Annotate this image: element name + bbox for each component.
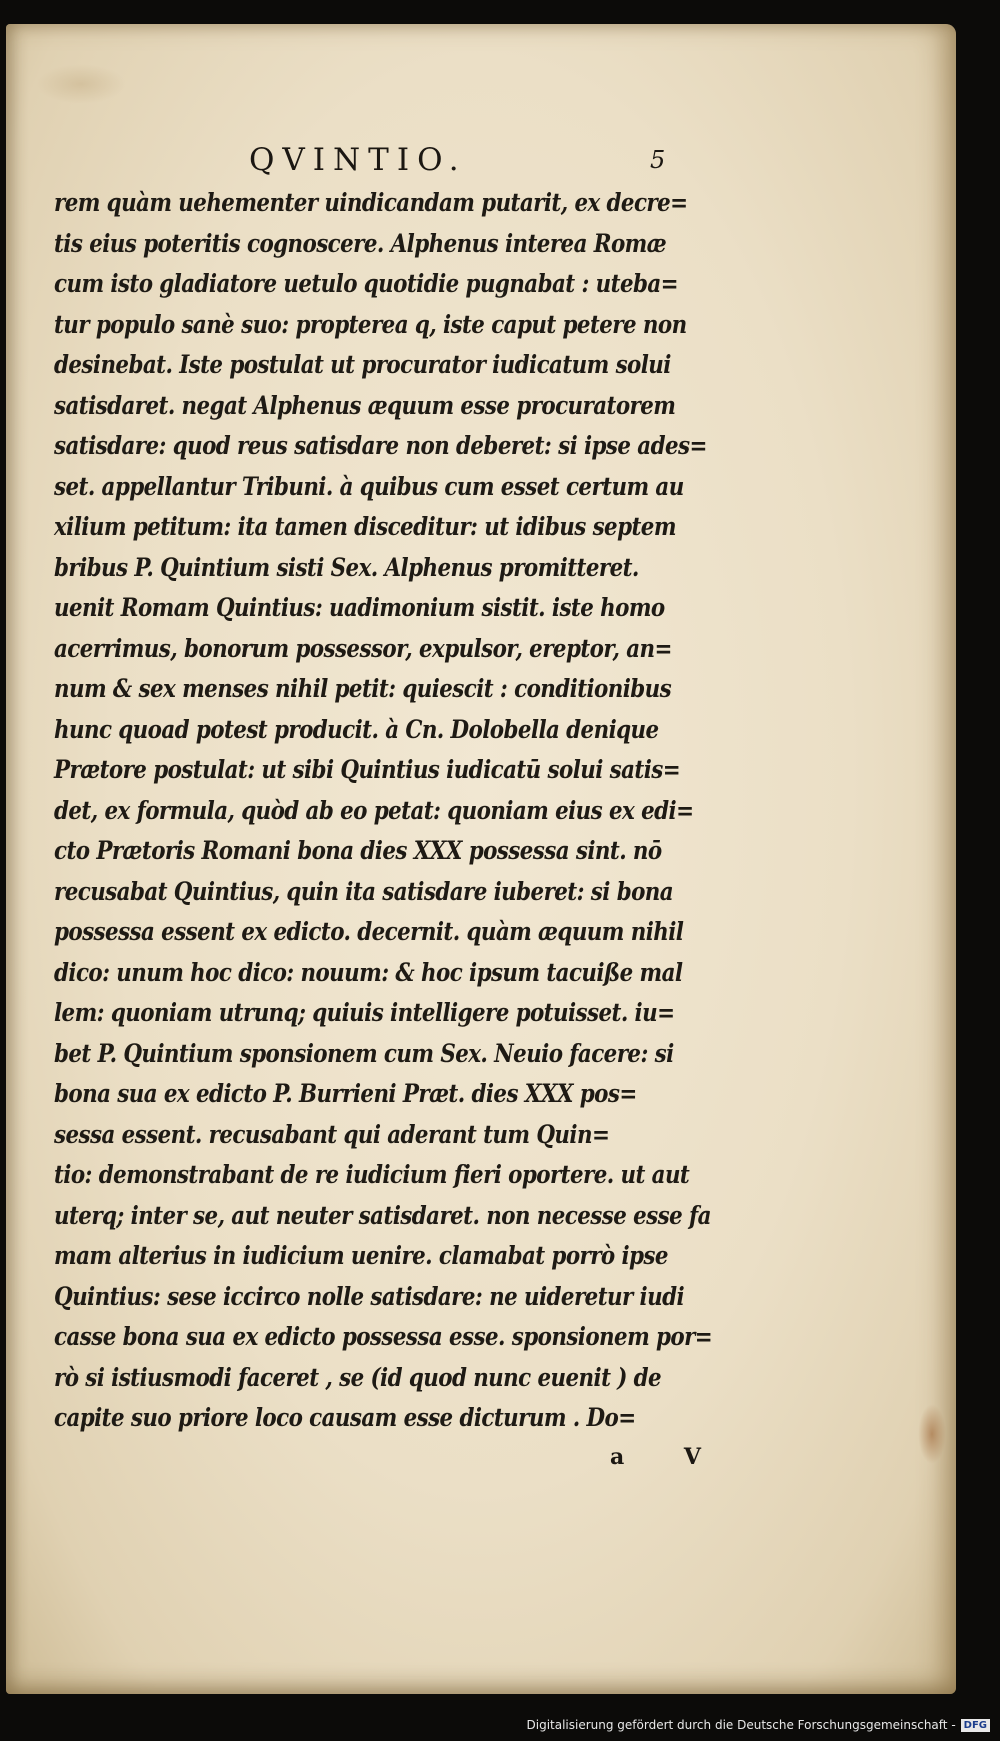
text-line: rò si istiusmodi faceret , se (id quod nunc euenit ) de xyxy=(54,1362,662,1393)
text-line: tur populo sanè suo: propterea q, iste caput petere non xyxy=(54,309,687,340)
text-line: xilium petitum: ita tamen disceditur: ut idibus septem xyxy=(54,512,676,542)
text-line: lem: quoniam utrunq; quiuis intelligere potuisset. iu= xyxy=(54,998,675,1028)
text-line: tis eius poteritis cognoscere. Alphenus interea Romæ xyxy=(54,228,667,259)
paper-stain xyxy=(918,1404,946,1464)
text-line: possessa essent ex edicto. decernit. quàm æquum nihil xyxy=(54,917,684,947)
text-line: satisdaret. negat Alphenus æquum esse procuratorem xyxy=(54,390,676,421)
text-line: recusabat Quintius, quin ita satisdare iuberet: si bona xyxy=(54,876,674,907)
signature-mark: a V xyxy=(610,1444,727,1470)
text-line: cto Prætoris Romani bona dies XXX possessa sint. nō xyxy=(54,836,662,866)
text-line: Prætore postulat: ut sibi Quintius iudicatū solui satis= xyxy=(54,755,681,785)
text-line: satisdare: quod reus satisdare non deberet: si ipse ades= xyxy=(54,431,707,461)
text-line: rem quàm uehementer uindicandam putarit, ex decre= xyxy=(54,188,688,218)
text-line: uenit Romam Quintius: uadimonium sistit. iste homo xyxy=(54,593,665,623)
text-line: desinebat. Iste postulat ut procurator iudicatum solui xyxy=(54,350,671,380)
digitization-credit xyxy=(527,1715,991,1735)
text-line: uterq; inter se, aut neuter satisdaret. non necesse esse fa xyxy=(54,1200,711,1231)
body-text xyxy=(54,183,724,1439)
text-line: bona sua ex edicto P. Burrieni Præt. dies XXX pos= xyxy=(54,1079,637,1109)
text-line: mam alterius in iudicium uenire. clamabat porrò ipse xyxy=(54,1241,668,1271)
text-line: sessa essent. recusabant qui aderant tum Quin= xyxy=(54,1119,610,1150)
text-line: casse bona sua ex edicto possessa esse. sponsionem por= xyxy=(54,1322,713,1352)
paper-stain xyxy=(36,64,126,104)
text-line: capite suo priore loco causam esse dicturum . Do= xyxy=(54,1403,636,1433)
page-number: 5 xyxy=(650,146,666,174)
dfg-logo: DFG xyxy=(961,1719,990,1732)
running-head: QVINTIO. xyxy=(249,142,467,178)
text-line: bribus P. Quintium sisti Sex. Alphenus promitteret. xyxy=(54,552,639,583)
text-line: bet P. Quintium sponsionem cum Sex. Neuio facere: si xyxy=(54,1038,674,1069)
text-line: num & sex menses nihil petit: quiescit : conditionibus xyxy=(54,674,672,704)
text-line: dico: unum hoc dico: nouum: & hoc ipsum tacuiße mal xyxy=(54,957,683,988)
text-line: acerrimus, bonorum possessor, expulsor, ereptor, an= xyxy=(54,633,672,664)
text-line: Quintius: sese iccirco nolle satisdare: ne uideretur iudi xyxy=(54,1281,685,1312)
text-line: tio: demonstrabant de re iudicium fieri oportere. ut aut xyxy=(54,1160,690,1190)
text-line: hunc quoad potest producit. à Cn. Dolobella denique xyxy=(54,714,659,745)
text-line: set. appellantur Tribuni. à quibus cum esset certum au xyxy=(54,471,684,502)
text-line: cum isto gladiatore uetulo quotidie pugnabat : uteba= xyxy=(54,269,679,299)
credit-text: Digitalisierung gefördert durch die Deutsche Forschungsgemeinschaft - xyxy=(526,1718,956,1732)
page-header xyxy=(54,142,714,186)
text-line: det, ex formula, quòd ab eo petat: quoniam eius ex edi= xyxy=(54,795,694,826)
